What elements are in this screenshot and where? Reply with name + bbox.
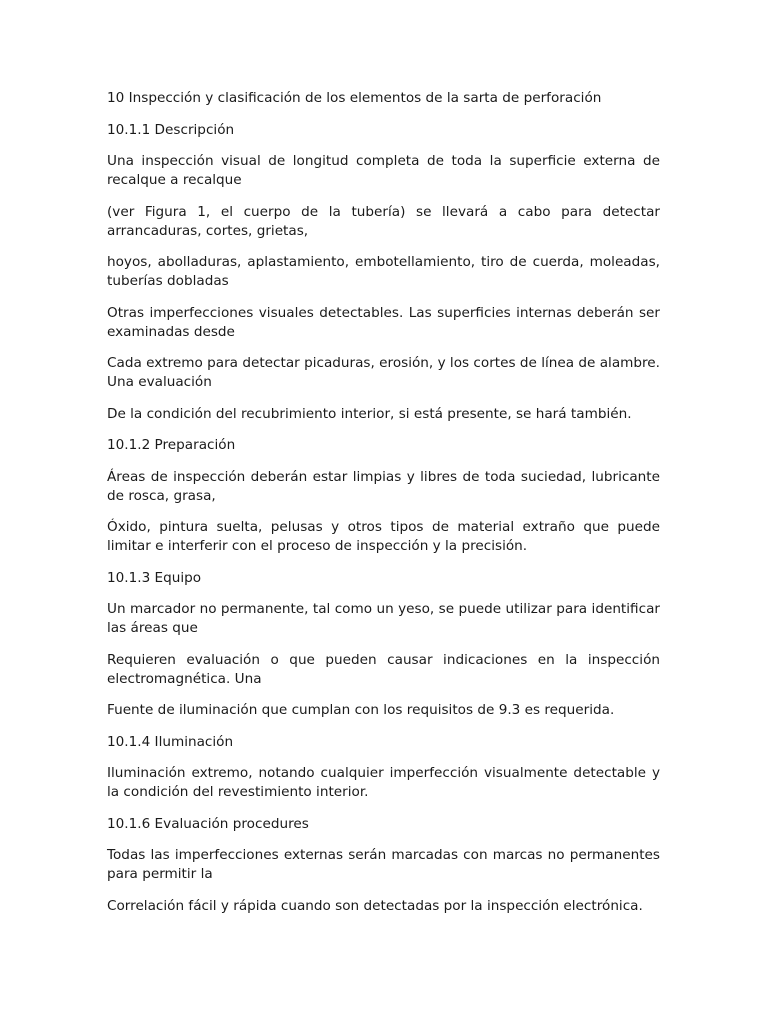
subsection-heading-iluminacion: 10.1.4 Iluminación: [107, 733, 234, 750]
body-paragraph: Áreas de inspección deberán estar limpias y libres de toda suciedad, lubricante de rosca, grasa,: [107, 468, 660, 504]
subsection-heading-evaluacion: 10.1.6 Evaluación procedures: [107, 815, 309, 832]
subsection-heading-preparacion: 10.1.2 Preparación: [107, 437, 236, 453]
body-paragraph: De la condición del recubrimiento interior, si está presente, se hará también.: [107, 405, 632, 422]
body-paragraph: Otras imperfecciones visuales detectables. Las superficies internas deberán ser examinadas desde: [107, 304, 660, 340]
body-paragraph: Óxido, pintura suelta, pelusas y otros tipos de material extraño que puede limitar e interferir con el proceso de inspección y la precisión.: [107, 519, 660, 554]
body-paragraph: Todas las imperfecciones externas serán marcadas con marcas no permanentes para permitir la: [107, 847, 660, 882]
document-page: [107, 89, 660, 928]
body-paragraph: (ver Figura 1, el cuerpo de la tubería) se llevará a cabo para detectar arrancaduras, cortes, grietas,: [107, 203, 660, 239]
body-paragraph: Fuente de iluminación que cumplan con los requisitos de 9.3 es requerida.: [107, 702, 615, 718]
section-title: 10 Inspección y clasificación de los elementos de la sarta de perforación: [107, 90, 602, 106]
body-paragraph: Una inspección visual de longitud completa de toda la superficie externa de recalque a recalque: [107, 153, 660, 188]
body-paragraph: Un marcador no permanente, tal como un yeso, se puede utilizar para identificar las áreas que: [107, 601, 660, 636]
body-paragraph: hoyos, abolladuras, aplastamiento, embotellamiento, tiro de cuerda, moleadas, tuberías dobladas: [107, 254, 660, 289]
subsection-heading-descripcion: 10.1.1 Descripción: [107, 121, 235, 138]
body-paragraph: Correlación fácil y rápida cuando son detectadas por la inspección electrónica.: [107, 897, 643, 914]
body-paragraph: Requieren evaluación o que pueden causar indicaciones en la inspección electromagnética. Una: [107, 651, 660, 687]
body-paragraph: Iluminación extremo, notando cualquier imperfección visualmente detectable y la condición del revestimiento interior.: [107, 765, 660, 800]
subsection-heading-equipo: 10.1.3 Equipo: [107, 569, 202, 586]
body-paragraph: Cada extremo para detectar picaduras, erosión, y los cortes de línea de alambre. Una evaluación: [107, 355, 660, 390]
